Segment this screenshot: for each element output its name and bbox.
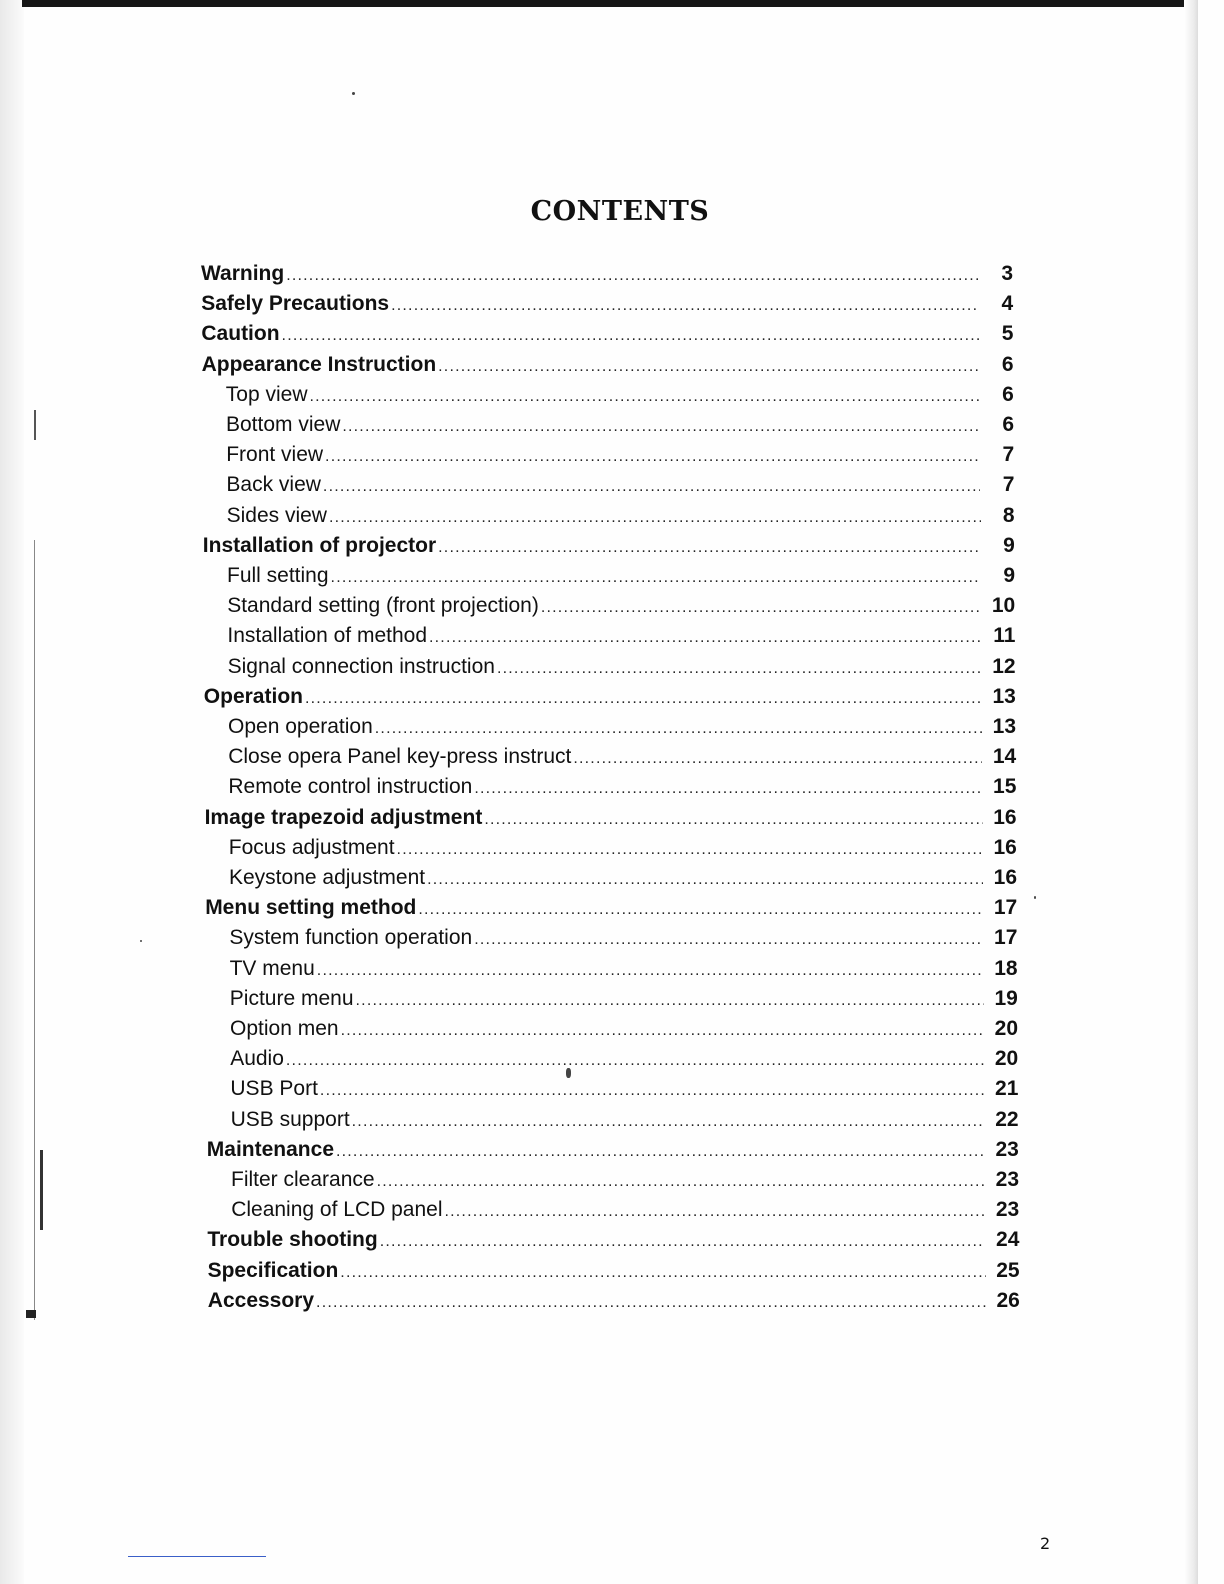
dot-leader bbox=[342, 412, 980, 442]
toc-entry-label: Operation bbox=[203, 684, 303, 708]
toc-entry-label: Front view bbox=[226, 443, 324, 467]
toc-subentry[interactable] bbox=[231, 1105, 1019, 1135]
toc-entry-label: Close opera Panel key-press instruct bbox=[228, 745, 572, 769]
toc-entry[interactable] bbox=[207, 1135, 1019, 1165]
toc-entry-page: 23 bbox=[995, 1168, 1019, 1191]
binding-mark bbox=[34, 410, 36, 440]
toc-subentry[interactable] bbox=[230, 1074, 1018, 1104]
page-top-edge bbox=[22, 0, 1184, 7]
toc-entry-label: Option men bbox=[230, 1017, 339, 1040]
toc-entry[interactable] bbox=[208, 1286, 1020, 1316]
toc-entry-page: 17 bbox=[993, 896, 1018, 920]
toc-entry[interactable] bbox=[201, 259, 1013, 289]
toc-entry-label: Menu setting method bbox=[205, 896, 417, 920]
dot-leader bbox=[329, 503, 981, 533]
dot-leader bbox=[397, 835, 983, 865]
toc-entry[interactable] bbox=[201, 289, 1013, 319]
dot-leader bbox=[474, 925, 983, 955]
toc-entry-page: 6 bbox=[1002, 382, 1014, 406]
dot-leader bbox=[331, 563, 981, 593]
toc-entry-page: 23 bbox=[995, 1198, 1020, 1222]
toc-entry-page: 17 bbox=[994, 926, 1018, 950]
dot-leader bbox=[310, 382, 980, 412]
toc-entry-page: 4 bbox=[1001, 292, 1014, 316]
toc-entry-label: Sides view bbox=[226, 503, 327, 527]
dot-leader bbox=[340, 1258, 985, 1288]
toc-subentry[interactable] bbox=[229, 923, 1017, 953]
toc-entry[interactable] bbox=[208, 1256, 1020, 1286]
toc-entry-label: TV menu bbox=[229, 956, 315, 980]
toc-entry-label: Top view bbox=[225, 382, 308, 406]
dot-leader bbox=[282, 321, 980, 351]
toc-entry-page: 19 bbox=[994, 986, 1018, 1010]
toc-entry-page: 6 bbox=[1001, 352, 1014, 376]
toc-entry-label: Audio bbox=[230, 1047, 284, 1071]
toc-entry-page: 15 bbox=[993, 775, 1017, 799]
toc-entry-label: Picture menu bbox=[229, 986, 354, 1010]
dot-leader bbox=[438, 352, 979, 382]
toc-entry-label: Filter clearance bbox=[231, 1168, 375, 1191]
toc-subentry[interactable] bbox=[226, 410, 1014, 440]
toc-subentry[interactable] bbox=[228, 712, 1016, 742]
toc-entry-label: USB support bbox=[230, 1107, 350, 1131]
dot-leader bbox=[377, 1167, 985, 1197]
dot-leader bbox=[352, 1107, 985, 1137]
dot-leader bbox=[474, 774, 982, 804]
toc-entry-label: Remote control instruction bbox=[228, 775, 473, 799]
dot-leader bbox=[438, 533, 981, 563]
toc-subentry[interactable] bbox=[230, 1014, 1018, 1044]
toc-entry-page: 20 bbox=[994, 1017, 1018, 1040]
toc-entry-label: Keystone adjustment bbox=[229, 866, 426, 889]
toc-entry-page: 14 bbox=[992, 745, 1017, 769]
toc-entry[interactable] bbox=[201, 319, 1013, 349]
dot-leader bbox=[316, 1288, 986, 1318]
toc-entry-label: Caution bbox=[201, 322, 280, 346]
toc-subentry[interactable] bbox=[227, 561, 1015, 591]
toc-subentry[interactable] bbox=[228, 652, 1016, 682]
toc-entry-label: Focus adjustment bbox=[228, 835, 395, 859]
dot-leader bbox=[323, 472, 980, 502]
toc-entry-page: 8 bbox=[1002, 503, 1015, 527]
toc-entry-page: 26 bbox=[996, 1288, 1020, 1312]
toc-entry-label: Maintenance bbox=[206, 1137, 334, 1161]
toc-entry-page: 5 bbox=[1001, 322, 1014, 346]
toc-entry[interactable] bbox=[205, 893, 1017, 923]
dot-leader bbox=[341, 1016, 984, 1046]
dot-leader bbox=[380, 1227, 986, 1257]
toc-entry-label: USB Port bbox=[230, 1077, 318, 1101]
toc-entry-page: 12 bbox=[992, 654, 1016, 678]
toc-entry[interactable] bbox=[207, 1225, 1019, 1255]
toc-entry-label: System function operation bbox=[229, 926, 473, 950]
footer-rule bbox=[128, 1556, 266, 1557]
toc-subentry[interactable] bbox=[227, 591, 1015, 621]
dot-leader bbox=[541, 593, 981, 623]
toc-entry-label: Open operation bbox=[228, 715, 373, 738]
toc-entry-page: 9 bbox=[1003, 564, 1015, 587]
toc-subentry[interactable] bbox=[227, 621, 1015, 651]
toc-entry-label: Standard setting (front projection) bbox=[227, 594, 539, 618]
toc-subentry[interactable] bbox=[226, 440, 1014, 470]
toc-entry-label: Bottom view bbox=[226, 413, 341, 436]
dot-leader bbox=[445, 1197, 986, 1227]
dot-leader bbox=[427, 865, 983, 895]
toc-entry-page: 21 bbox=[995, 1077, 1019, 1101]
toc-subentry[interactable] bbox=[231, 1195, 1019, 1225]
dot-leader bbox=[391, 291, 979, 321]
binding-mark bbox=[34, 540, 35, 1320]
toc-subentry[interactable] bbox=[228, 742, 1016, 772]
page-left-edge bbox=[0, 0, 24, 1584]
toc-subentry[interactable] bbox=[230, 984, 1018, 1014]
toc-subentry[interactable] bbox=[226, 380, 1014, 410]
toc-entry-label: Safely Precautions bbox=[201, 292, 390, 316]
toc-entry-label: Trouble shooting bbox=[207, 1228, 378, 1252]
toc-entry[interactable] bbox=[204, 682, 1016, 712]
dot-leader bbox=[429, 623, 981, 653]
toc-entry-label: Image trapezoid adjustment bbox=[204, 805, 483, 829]
dot-leader bbox=[336, 1137, 985, 1167]
toc-entry-page: 23 bbox=[995, 1137, 1019, 1161]
toc-entry-page: 20 bbox=[994, 1047, 1019, 1071]
scan-speck bbox=[352, 92, 355, 95]
toc-entry-label: Specification bbox=[207, 1258, 339, 1282]
page-title: CONTENTS bbox=[530, 196, 710, 228]
toc-entry-label: Cleaning of LCD panel bbox=[231, 1198, 443, 1222]
toc-entry-page: 25 bbox=[996, 1258, 1020, 1282]
binding-mark bbox=[26, 1310, 36, 1318]
toc-entry-page: 18 bbox=[994, 956, 1018, 980]
toc-entry-page: 10 bbox=[991, 594, 1016, 618]
toc-entry-label: Installation of projector bbox=[202, 533, 437, 557]
toc-subentry[interactable] bbox=[229, 863, 1017, 893]
toc-entry-label: Accessory bbox=[207, 1288, 315, 1312]
dot-leader bbox=[320, 1076, 984, 1106]
dot-leader bbox=[484, 805, 982, 835]
toc-entry-page: 16 bbox=[993, 835, 1017, 859]
dot-leader bbox=[356, 986, 984, 1016]
toc-entry-label: Full setting bbox=[227, 564, 329, 587]
scan-speck bbox=[140, 940, 142, 942]
toc-subentry[interactable] bbox=[230, 954, 1018, 984]
toc-entry-page: 9 bbox=[1003, 533, 1015, 557]
page-number: 2 bbox=[1040, 1534, 1051, 1553]
toc-entry-page: 11 bbox=[993, 624, 1016, 648]
toc-entry-page: 7 bbox=[1002, 443, 1015, 467]
dot-leader bbox=[375, 714, 982, 744]
dot-leader bbox=[286, 261, 979, 291]
toc-entry-label: Installation of method bbox=[227, 624, 428, 648]
toc-subentry[interactable] bbox=[230, 1044, 1018, 1074]
toc-entry[interactable] bbox=[203, 531, 1015, 561]
toc-entry-page: 13 bbox=[992, 715, 1016, 738]
toc-entry[interactable] bbox=[205, 803, 1017, 833]
dot-leader bbox=[305, 684, 982, 714]
toc-entry-page: 3 bbox=[1001, 262, 1013, 285]
dot-leader bbox=[325, 442, 980, 472]
toc-subentry[interactable] bbox=[226, 470, 1014, 500]
toc-entry-page: 7 bbox=[1002, 473, 1015, 497]
toc-entry-page: 16 bbox=[993, 866, 1017, 889]
page-right-edge bbox=[1184, 0, 1198, 1584]
dot-leader bbox=[286, 1046, 984, 1076]
toc-entry-page: 24 bbox=[996, 1228, 1020, 1252]
toc-entry-page: 16 bbox=[993, 805, 1017, 829]
toc-entry-label: Appearance Instruction bbox=[201, 352, 437, 376]
toc-entry-label: Back view bbox=[226, 473, 321, 497]
dot-leader bbox=[418, 895, 983, 925]
toc-subentry[interactable] bbox=[227, 501, 1015, 531]
toc-entry-label: Warning bbox=[201, 262, 285, 285]
toc-subentry[interactable] bbox=[231, 1165, 1019, 1195]
toc-entry-label: Signal connection instruction bbox=[227, 654, 495, 678]
scan-speck bbox=[1034, 896, 1036, 899]
dot-leader bbox=[573, 744, 982, 774]
toc-entry-page: 6 bbox=[1002, 413, 1014, 436]
toc-entry[interactable] bbox=[202, 350, 1014, 380]
dot-leader bbox=[497, 654, 982, 684]
binding-mark bbox=[40, 1150, 43, 1230]
dot-leader bbox=[317, 956, 984, 986]
toc-subentry[interactable] bbox=[228, 772, 1016, 802]
toc-subentry[interactable] bbox=[229, 833, 1017, 863]
toc-entry-page: 13 bbox=[992, 684, 1016, 708]
toc-entry-page: 22 bbox=[995, 1107, 1019, 1131]
